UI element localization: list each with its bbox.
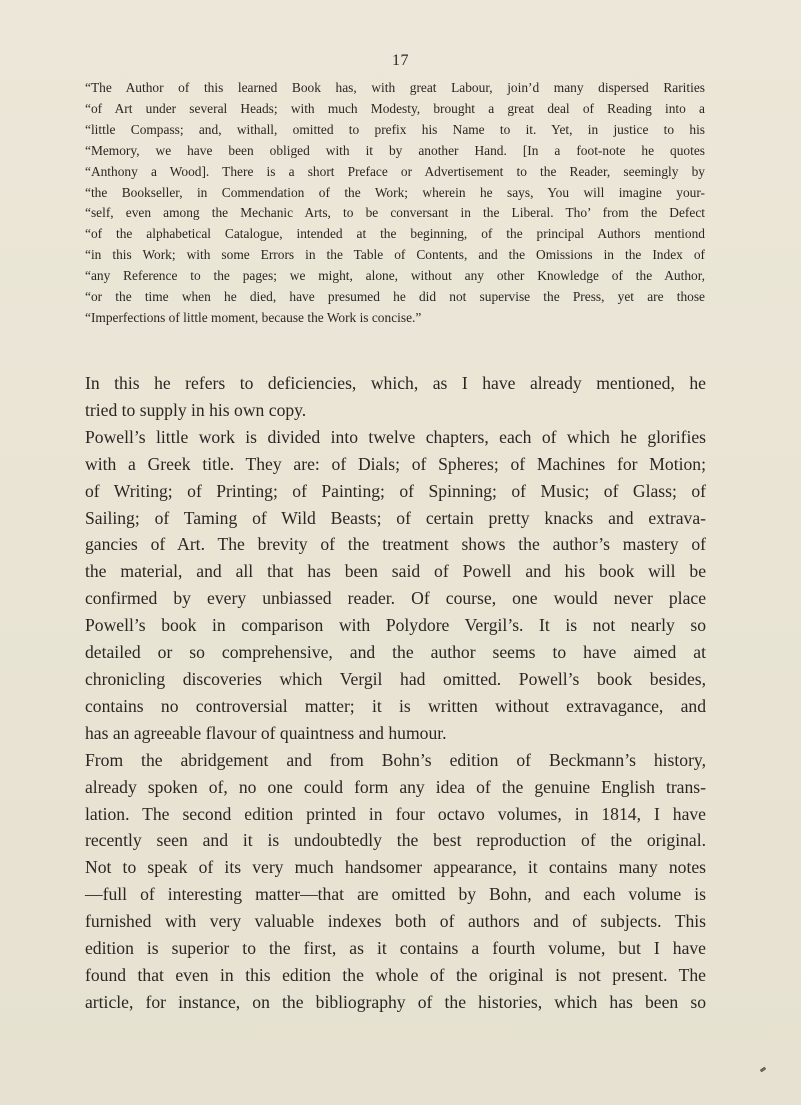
body-line: tried to supply in his own copy. [85, 399, 307, 420]
body-text [85, 370, 706, 1016]
body-line: contains no controversial matter; it is written without extravagance, and [85, 695, 706, 716]
body-line: article, for instance, on the bibliography of the histories, which has been so [85, 991, 706, 1012]
quote-line: “or the time when he died, have presumed he did not supervise the Press, yet are those [85, 289, 705, 305]
body-line: detailed or so comprehensive, and the author seems to have aimed at [85, 642, 706, 663]
body-line: In this he refers to deficiencies, which, as I have already mentioned, he [85, 373, 706, 393]
body-line: lation. The second edition printed in four octavo volumes, in 1814, I have [85, 803, 706, 824]
body-line: recently seen and it is undoubtedly the best reproduction of the original. [85, 830, 706, 851]
quote-line: “The Author of this learned Book has, with great Labour, join’d many dispersed Rarities [85, 80, 705, 95]
body-line: has an agreeable flavour of quaintness and humour. [85, 722, 447, 743]
quote-line: “Anthony a Wood]. There is a short Preface or Advertisement to the Reader, seemingly by [85, 163, 705, 179]
body-line: gancies of Art. The brevity of the treatment shows the author’s mastery of [85, 534, 706, 555]
body-line: confirmed by every unbiassed reader. Of course, one would never place [85, 588, 706, 609]
body-line: Powell’s little work is divided into twelve chapters, each of which he glorifies [85, 426, 706, 447]
body-line: From the abridgement and from Bohn’s edition of Beckmann’s history, [85, 749, 706, 770]
quote-line: “self, even among the Mechanic Arts, to be conversant in the Liberal. Tho’ from the Defect [85, 205, 705, 221]
body-line: of Writing; of Printing; of Painting; of Spinning; of Music; of Glass; of [85, 480, 706, 501]
quote-line: “Memory, we have been obliged with it by another Hand. [In a foot-note he quotes [85, 142, 705, 158]
quote-line: “in this Work; with some Errors in the Table of Contents, and the Omissions in the Index of [85, 247, 705, 263]
body-line: Sailing; of Taming of Wild Beasts; of certain pretty knacks and extrava- [85, 507, 706, 528]
body-line: already spoken of, no one could form any idea of the genuine English trans- [85, 776, 706, 797]
body-line: Not to speak of its very much handsomer appearance, it contains many notes [85, 857, 706, 878]
quote-line: “of the alphabetical Catalogue, intended at the beginning, of the principal Authors mentiond [85, 226, 705, 242]
quote-line: “of Art under several Heads; with much Modesty, brought a great deal of Reading into a [85, 100, 705, 116]
body-line: edition is superior to the first, as it contains a fourth volume, but I have [85, 938, 706, 959]
body-line: the material, and all that has been said of Powell and his book will be [85, 561, 706, 582]
body-line: found that even in this edition the whole of the original is not present. The [85, 964, 706, 985]
block-quote [85, 78, 705, 329]
page-number: 17 [392, 52, 409, 69]
body-line: furnished with very valuable indexes both of authors and of subjects. This [85, 911, 706, 932]
body-line: Powell’s book in comparison with Polydore Vergil’s. It is not nearly so [85, 615, 706, 636]
quote-line: “any Reference to the pages; we might, alone, without any other Knowledge of the Author, [85, 268, 705, 284]
quote-line: “little Compass; and, withall, omitted to prefix his Name to it. Yet, in justice to his [85, 121, 705, 137]
body-line: —full of interesting matter—that are omitted by Bohn, and each volume is [85, 884, 706, 905]
ink-speck [760, 1067, 767, 1073]
body-line: with a Greek title. They are: of Dials; of Spheres; of Machines for Motion; [85, 453, 706, 474]
quote-line: “Imperfections of little moment, because the Work is concise.” [85, 309, 422, 325]
body-line: chronicling discoveries which Vergil had omitted. Powell’s book besides, [85, 668, 706, 689]
quote-line: “the Bookseller, in Commendation of the Work; wherein he says, You will imagine your- [85, 184, 705, 200]
